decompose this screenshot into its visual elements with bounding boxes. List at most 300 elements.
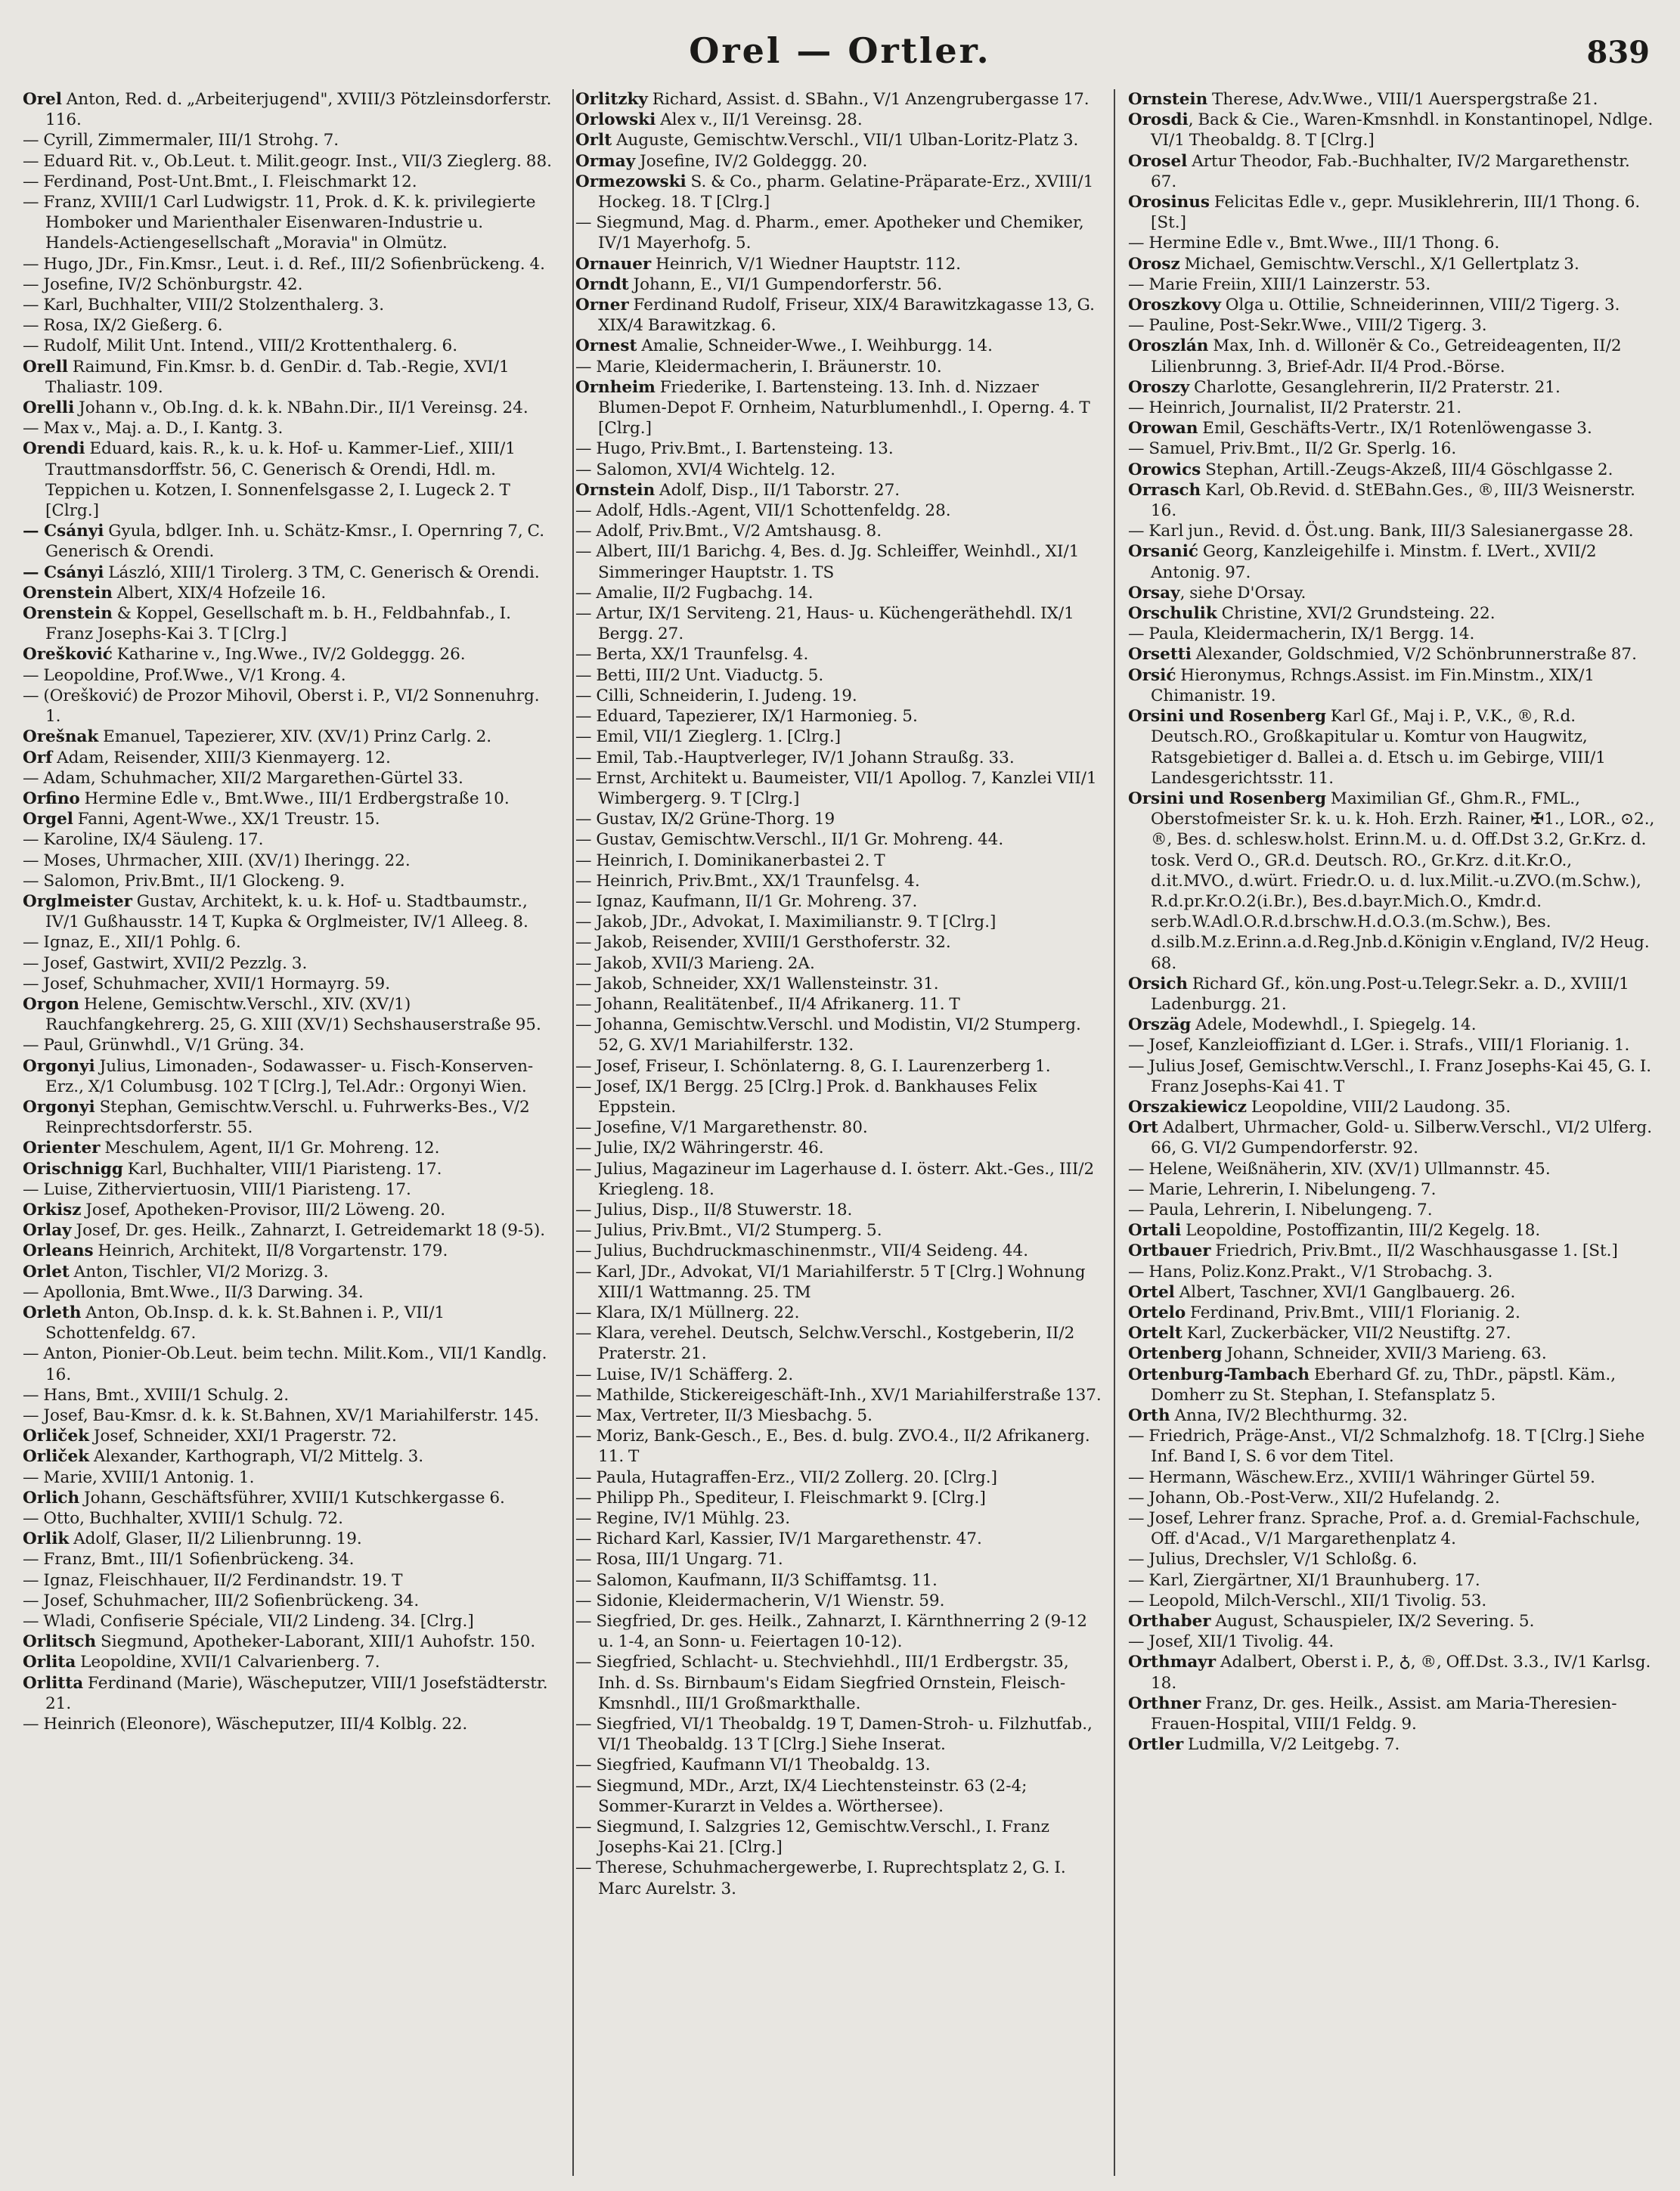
entry-surname: Orlay: [23, 1221, 72, 1241]
entry-surname: Orsini und Rosenberg: [1128, 789, 1327, 808]
entry-details: — Siegmund, MDr., Arzt, IX/4 Liechtensteinstr. 63 (2-4; Sommer-Kurarzt in Veldes a. Wörthersee).: [575, 1776, 1028, 1816]
entry-details: — Hugo, Priv.Bmt., I. Bartensteing. 13.: [575, 439, 894, 459]
entry-details: — Johann, Realitätenbef., II/4 Afrikanerg. 11. T: [575, 994, 960, 1014]
entry-details: — Salomon, Kaufmann, II/3 Schiffamtsg. 11.: [575, 1570, 938, 1590]
directory-entry: [575, 1755, 1105, 1775]
entry-details: — Hermine Edle v., Bmt.Wwe., III/1 Thong. 6.: [1128, 234, 1500, 253]
directory-entry: [1128, 1694, 1657, 1734]
entry-details: — Franz, XVIII/1 Carl Ludwigstr. 11, Prok. d. K. k. privilegierte Homboker und Marienthaler Eisenwaren-Industrie u. Handels-Actiengesellschaft „Moravia" in Olmütz.: [23, 193, 536, 253]
entry-details: Ferdinand Rudolf, Friseur, XIX/4 Barawitzkagasse 13, G. XIX/4 Barawitzkag. 6.: [598, 296, 1095, 336]
entry-surname: Ortelt: [1128, 1324, 1183, 1343]
directory-entry: [575, 1077, 1105, 1117]
directory-entry: [23, 727, 552, 747]
directory-entry: [575, 89, 1105, 110]
directory-entry: [575, 254, 1105, 274]
entry-details: Meschulem, Agent, II/1 Gr. Mohreng. 12.: [100, 1139, 440, 1158]
entry-details: Julius, Limonaden-, Sodawasser- u. Fisch-Konserven-Erz., X/1 Columbusg. 102 T [Clrg.], Tel.Adr.: Orgonyi Wien.: [45, 1056, 534, 1096]
directory-entry: [1128, 377, 1657, 398]
directory-entry: [575, 1570, 1105, 1591]
directory-entry: [575, 110, 1105, 130]
directory-entry: [1128, 974, 1657, 1015]
entry-surname: — Csányi: [23, 562, 104, 582]
entry-details: — Hans, Poliz.Konz.Prakt., V/1 Strobachg. 3.: [1128, 1262, 1493, 1281]
entry-details: — Josef, Kanzleioffiziant d. LGer. i. Strafs., VIII/1 Florianig. 1.: [1128, 1036, 1630, 1055]
directory-entry: [23, 130, 552, 150]
directory-entry: [23, 829, 552, 850]
directory-entry: [575, 274, 1105, 295]
entry-surname: Orsetti: [1128, 645, 1192, 665]
directory-entry: [23, 768, 552, 789]
entry-surname: Orowics: [1128, 460, 1201, 479]
directory-entry: [575, 1117, 1105, 1138]
entry-details: Eduard, kais. R., k. u. k. Hof- u. Kammer-Lief., XIII/1 Trauttmansdorffstr. 56, C. Generisch & Orendi, Hdl. m. Teppichen u. Kotzen, I. Sonnenfelsgasse 2, I. Lugeck 2. T [Clrg.]: [45, 439, 516, 521]
entry-surname: Orelli: [23, 398, 75, 418]
entry-details: — Karl, JDr., Advokat, VI/1 Mariahilferstr. 5 T [Clrg.] Wohnung XIII/1 Wattmanng. 25. TM: [575, 1262, 1086, 1302]
directory-entry: [23, 254, 552, 274]
directory-entry: [1128, 1611, 1657, 1632]
directory-entry: [23, 521, 552, 562]
directory-entry: [575, 1508, 1105, 1529]
directory-entry: [1128, 1117, 1657, 1158]
directory-entry: [1128, 541, 1657, 582]
entry-details: Karl, Buchhalter, VIII/1 Piaristeng. 17.: [122, 1159, 442, 1179]
directory-entry: [23, 1714, 552, 1734]
entry-surname: Ornest: [575, 336, 637, 356]
entry-surname: Orner: [575, 296, 629, 315]
entry-details: — Johanna, Gemischtw.Verschl. und Modistin, VI/2 Stumperg. 52, G. XV/1 Mariahilferstr. 132.: [575, 1015, 1081, 1055]
entry-surname: Orendi: [23, 439, 85, 459]
entry-details: — Siegfried, Dr. ges. Heilk., Zahnarzt, I. Kärnthnerring 2 (9-12 u. 1-4, an Sonn- u. Feiertagen 10-12).: [575, 1612, 1087, 1652]
entry-details: — Leopold, Milch-Verschl., XII/1 Tivolig. 53.: [1128, 1591, 1487, 1610]
entry-surname: Orsay: [1128, 583, 1180, 603]
directory-entry: [23, 1056, 552, 1097]
directory-entry: [23, 665, 552, 686]
directory-entry: [23, 953, 552, 974]
entry-details: — Josef, IX/1 Bergg. 25 [Clrg.] Prok. d. Bankhauses Felix Eppstein.: [575, 1077, 1037, 1117]
directory-entry: [1128, 706, 1657, 789]
entry-details: Johann, Geschäftsführer, XVIII/1 Kutschkergasse 6.: [79, 1488, 505, 1508]
directory-entry: [575, 172, 1105, 212]
entry-surname: Ornheim: [575, 377, 656, 397]
entry-details: S. & Co., pharm. Gelatine-Präparate-Erz., XVIII/1 Hockeg. 18. T [Clrg.]: [598, 172, 1094, 212]
entry-details: — Salomon, XVI/4 Wichtelg. 12.: [575, 460, 835, 479]
directory-entry: [575, 1262, 1105, 1303]
column-1: [23, 89, 552, 2176]
directory-entry: [575, 1323, 1105, 1364]
entry-surname: Orkisz: [23, 1200, 82, 1219]
directory-entry: [575, 1714, 1105, 1755]
directory-entry: [1128, 315, 1657, 336]
directory-entry: [23, 583, 552, 603]
entry-surname: Oroszlán: [1128, 336, 1209, 356]
directory-entry: [1128, 89, 1657, 110]
entry-surname: Orsini und Rosenberg: [1128, 707, 1327, 727]
directory-entry: [23, 1591, 552, 1611]
entry-surname: Orlich: [23, 1488, 80, 1508]
entry-surname: Orschulik: [1128, 604, 1217, 624]
directory-entry: [575, 357, 1105, 377]
directory-entry: [23, 851, 552, 871]
entry-details: — Therese, Schuhmachergewerbe, I. Ruprechtsplatz 2, G. I. Marc Aurelstr. 3.: [575, 1858, 1066, 1898]
directory-entry: [1128, 460, 1657, 480]
entry-surname: Oroszkovy: [1128, 296, 1221, 315]
directory-entry: [1128, 789, 1657, 974]
entry-details: — Philipp Ph., Spediteur, I. Fleischmarkt 9. [Clrg.]: [575, 1488, 986, 1508]
directory-entry: [1128, 233, 1657, 253]
directory-entry: [575, 994, 1105, 1015]
entry-details: — Eduard Rit. v., Ob.Leut. t. Milit.geogr. Inst., VII/3 Zieglerg. 88.: [23, 151, 552, 171]
entry-details: Emanuel, Tapezierer, XIV. (XV/1) Prinz Carlg. 2.: [98, 727, 492, 747]
entry-details: — Karl jun., Revid. d. Öst.ung. Bank, III/3 Salesianergasse 28.: [1128, 522, 1634, 541]
entry-details: — Ernst, Architekt u. Baumeister, VII/1 Apollog. 7, Kanzlei VII/1 Wimbergerg. 9. T [Clrg.]: [575, 768, 1097, 808]
entry-surname: Ortenberg: [1128, 1344, 1223, 1364]
directory-entry: [23, 871, 552, 891]
entry-details: — Julius, Drechsler, V/1 Schloßg. 6.: [1128, 1550, 1418, 1570]
directory-entry: [1128, 1262, 1657, 1282]
directory-entry: [23, 357, 552, 398]
entry-surname: Orgonyi: [23, 1056, 95, 1076]
entry-details: — Josef, Gastwirt, XVII/2 Pezzlg. 3.: [23, 953, 308, 973]
entry-details: Stephan, Gemischtw.Verschl. u. Fuhrwerks-Bes., V/2 Reinprechtsdorferstr. 55.: [45, 1097, 530, 1138]
directory-entry: [575, 336, 1105, 356]
directory-entry: [575, 1200, 1105, 1220]
directory-entry: [575, 1611, 1105, 1652]
entry-details: — Johann, Ob.-Post-Verw., XII/2 Hufelandg. 2.: [1128, 1488, 1500, 1508]
entry-details: — (Orešković) de Prozor Mihovil, Oberst i. P., VI/2 Sonnenuhrg. 1.: [23, 686, 540, 727]
directory-entry: [575, 1591, 1105, 1611]
directory-entry: [23, 1632, 552, 1652]
directory-columns: [23, 89, 1657, 2176]
directory-entry: [1128, 1405, 1657, 1426]
entry-details: Friederike, I. Bartensteing. 13. Inh. d. Nizzaer Blumen-Depot F. Ornheim, Naturblumenhdl., I. Operng. 4. T [Clrg.]: [598, 377, 1090, 439]
entry-details: Adam, Reisender, XIII/3 Kienmayerg. 12.: [52, 748, 391, 767]
directory-entry: [1128, 1200, 1657, 1220]
directory-entry: [1128, 1570, 1657, 1591]
entry-details: — Max v., Maj. a. D., I. Kantg. 3.: [23, 419, 284, 439]
entry-surname: Orliček: [23, 1447, 90, 1467]
directory-entry: [575, 665, 1105, 686]
entry-details: — Josef, Lehrer franz. Sprache, Prof. a. d. Gremial-Fachschule, Off. d'Acad., V/1 Margarethenplatz 4.: [1128, 1509, 1641, 1549]
directory-entry: [23, 89, 552, 130]
directory-entry: [575, 500, 1105, 521]
entry-details: — Adolf, Hdls.-Agent, VII/1 Schottenfeldg. 28.: [575, 501, 951, 521]
entry-details: Anton, Tischler, VI/2 Morizg. 3.: [69, 1262, 329, 1281]
directory-entry: [575, 686, 1105, 706]
entry-surname: Orlitzky: [575, 90, 648, 109]
directory-entry: [1128, 110, 1657, 150]
directory-entry: [23, 1488, 552, 1508]
entry-surname: Orenstein: [23, 583, 113, 603]
entry-details: — Marie, XVIII/1 Antonig. 1.: [23, 1467, 255, 1487]
directory-entry: [1128, 1220, 1657, 1241]
entry-details: Eberhard Gf. zu, ThDr., päpstl. Käm., Domherr zu St. Stephan, I. Stefansplatz 5.: [1151, 1365, 1616, 1405]
entry-details: Leopoldine, VIII/2 Laudong. 35.: [1247, 1097, 1511, 1117]
entry-details: — Artur, IX/1 Serviteng. 21, Haus- u. Küchengeräthehdl. IX/1 Bergg. 27.: [575, 604, 1074, 644]
entry-surname: Orešković: [23, 645, 113, 665]
entry-details: Christine, XVI/2 Grundsteing. 22.: [1217, 604, 1496, 624]
entry-surname: Orgonyi: [23, 1097, 95, 1117]
directory-entry: [575, 480, 1105, 500]
entry-details: Charlotte, Gesanglehrerin, II/2 Praterstr. 21.: [1189, 377, 1561, 397]
entry-surname: Orlita: [23, 1653, 76, 1672]
directory-entry: [23, 336, 552, 356]
entry-details: — Samuel, Priv.Bmt., II/2 Gr. Sperlg. 16.: [1128, 439, 1457, 459]
directory-entry: [1128, 1323, 1657, 1343]
entry-surname: Orthner: [1128, 1694, 1201, 1713]
entry-details: — Pauline, Post-Sekr.Wwe., VIII/2 Tigerg. 3.: [1128, 316, 1487, 336]
directory-entry: [1128, 583, 1657, 603]
directory-entry: [23, 172, 552, 192]
directory-entry: [23, 295, 552, 315]
directory-entry: [23, 1138, 552, 1158]
entry-details: Adalbert, Uhrmacher, Gold- u. Silberw.Verschl., VI/2 Ulferg. 66, G. VI/2 Gumpendorferstr. 92.: [1151, 1118, 1653, 1158]
page-header: [0, 30, 1680, 83]
directory-entry: [23, 1241, 552, 1261]
directory-entry: [575, 1241, 1105, 1261]
entry-details: Richard Gf., kön.ung.Post-u.Telegr.Sekr. a. D., XVIII/1 Ladenburgg. 21.: [1151, 974, 1629, 1014]
entry-surname: Orischnigg: [23, 1159, 123, 1179]
entry-details: Alexander, Goldschmied, V/2 Schönbrunnerstraße 87.: [1191, 645, 1637, 665]
entry-details: — Max, Vertreter, II/3 Miesbachg. 5.: [575, 1406, 873, 1425]
entry-details: — Josefine, IV/2 Schönburgstr. 42.: [23, 274, 303, 294]
directory-entry: [575, 130, 1105, 150]
directory-entry: [575, 377, 1105, 439]
entry-details: Anton, Red. d. „Arbeiterjugend", XVIII/3 Pötzleinsdorferstr. 116.: [45, 90, 552, 130]
entry-details: — Julius, Disp., II/8 Stuwerstr. 18.: [575, 1200, 853, 1219]
entry-details: Adolf, Disp., II/1 Taborstr. 27.: [655, 480, 900, 500]
directory-entry: [575, 644, 1105, 665]
directory-entry: [1128, 1097, 1657, 1117]
directory-entry: [1128, 398, 1657, 418]
entry-surname: Orlik: [23, 1529, 70, 1549]
directory-entry: [1128, 1365, 1657, 1405]
entry-surname: Orth: [1128, 1406, 1170, 1425]
directory-entry: [1128, 1591, 1657, 1611]
directory-entry: [23, 644, 552, 665]
entry-details: — Sidonie, Kleidermacherin, V/1 Wienstr. 59.: [575, 1591, 945, 1610]
entry-details: Leopoldine, XVII/1 Calvarienberg. 7.: [76, 1653, 380, 1672]
entry-details: Ludmilla, V/2 Leitgebg. 7.: [1183, 1735, 1400, 1755]
entry-surname: Orowan: [1128, 419, 1198, 439]
directory-entry: [1128, 1343, 1657, 1364]
entry-details: — Richard Karl, Kassier, IV/1 Margarethenstr. 47.: [575, 1529, 982, 1549]
entry-details: Helene, Gemischtw.Verschl., XIV. (XV/1) Rauchfangkehrerg. 25, G. XIII (XV/1) Sechshauserstraße 95.: [45, 994, 541, 1035]
entry-details: — Siegmund, Mag. d. Pharm., emer. Apotheker und Chemiker, IV/1 Mayerhofg. 5.: [575, 213, 1084, 253]
entry-surname: Ortel: [1128, 1282, 1175, 1302]
directory-entry: [575, 953, 1105, 974]
directory-entry: [1128, 1734, 1657, 1755]
directory-entry: [575, 541, 1105, 582]
entry-details: Heinrich, V/1 Wiedner Hauptstr. 112.: [651, 254, 962, 274]
entry-surname: — Csányi: [23, 522, 104, 541]
directory-entry: [575, 1529, 1105, 1549]
entry-details: — Rosa, IX/2 Gießerg. 6.: [23, 316, 223, 336]
entry-details: Georg, Kanzleigehilfe i. Minstm. f. LVert., XVII/2 Antonig. 97.: [1151, 542, 1597, 582]
entry-details: — Julius, Buchdruckmaschinenmstr., VII/4 Seideng. 44.: [575, 1241, 1029, 1261]
directory-entry: [575, 1365, 1105, 1385]
directory-entry: [23, 1446, 552, 1467]
directory-entry: [1128, 1488, 1657, 1508]
directory-entry: [1128, 274, 1657, 295]
entry-details: Johann, Schneider, XVII/3 Marieng. 63.: [1222, 1344, 1547, 1364]
entry-surname: Orenstein: [23, 604, 113, 624]
entry-details: — Leopoldine, Prof.Wwe., V/1 Krong. 4.: [23, 665, 346, 685]
entry-surname: Orosinus: [1128, 193, 1210, 212]
entry-details: — Hugo, JDr., Fin.Kmsr., Leut. i. d. Ref., III/2 Sofienbrückeng. 4.: [23, 254, 545, 274]
directory-entry: [575, 583, 1105, 603]
entry-details: Josef, Dr. ges. Heilk., Zahnarzt, I. Getreidemarkt 18 (9-5).: [71, 1221, 546, 1241]
entry-details: — Siegfried, Kaufmann VI/1 Theobaldg. 13.: [575, 1756, 931, 1775]
entry-surname: Ortelo: [1128, 1303, 1186, 1322]
directory-entry: [23, 398, 552, 418]
entry-details: — Adolf, Priv.Bmt., V/2 Amtshausg. 8.: [575, 522, 882, 541]
entry-details: — Heinrich (Eleonore), Wäscheputzer, III/4 Kolblg. 22.: [23, 1715, 468, 1734]
entry-details: — Marie Freiin, XIII/1 Lainzerstr. 53.: [1128, 274, 1431, 294]
entry-details: — Regine, IV/1 Mühlg. 23.: [575, 1509, 791, 1529]
directory-entry: [23, 274, 552, 295]
directory-entry: [1128, 1652, 1657, 1693]
directory-entry: [23, 1426, 552, 1446]
entry-surname: Orlitta: [23, 1673, 84, 1693]
entry-surname: Ormezowski: [575, 172, 687, 191]
entry-details: László, XIII/1 Tirolerg. 3 TM, C. Generisch & Orendi.: [104, 562, 540, 582]
directory-entry: [23, 1303, 552, 1343]
entry-details: Felicitas Edle v., gepr. Musiklehrerin, III/1 Thong. 6. [St.]: [1151, 193, 1641, 233]
entry-details: — Josef, Schuhmacher, III/2 Sofienbrückeng. 34.: [23, 1591, 420, 1610]
entry-details: , Back & Cie., Waren-Kmsnhdl. in Konstantinopel, Ndlge. VI/1 Theobaldg. 8. T [Clrg.]: [1151, 110, 1654, 150]
entry-details: Karl, Zuckerbäcker, VII/2 Neustiftg. 27.: [1182, 1324, 1511, 1343]
entry-details: Raimund, Fin.Kmsr. b. d. GenDir. d. Tab.-Regie, XVI/1 Thaliastr. 109.: [45, 357, 510, 397]
entry-details: Gyula, bdlger. Inh. u. Schätz-Kmsr., I. Opernring 7, C. Generisch & Orendi.: [45, 522, 545, 562]
entry-surname: Ortali: [1128, 1221, 1182, 1241]
directory-entry: [23, 1673, 552, 1714]
entry-details: — Albert, III/1 Barichg. 4, Bes. d. Jg. Schleiffer, Weinhdl., XI/1 Simmeringer Hauptstr. 1. TS: [575, 542, 1080, 582]
entry-details: Johann v., Ob.Ing. d. k. k. NBahn.Dir., II/1 Vereinsg. 24.: [74, 398, 528, 418]
directory-entry: [23, 192, 552, 254]
entry-surname: Orgon: [23, 994, 80, 1014]
entry-surname: Orglmeister: [23, 891, 132, 911]
entry-surname: Orszakiewicz: [1128, 1097, 1248, 1117]
directory-entry: [1128, 1179, 1657, 1200]
entry-details: — Hans, Bmt., XVIII/1 Schulg. 2.: [23, 1385, 290, 1405]
entry-details: Albert, Taschner, XVI/1 Ganglbauerg. 26.: [1174, 1282, 1516, 1302]
entry-details: — Betti, III/2 Unt. Viaductg. 5.: [575, 665, 824, 685]
directory-entry: [575, 1015, 1105, 1055]
entry-details: — Mathilde, Stickereigeschäft-Inh., XV/1 Mariahilferstraße 137.: [575, 1385, 1102, 1405]
entry-details: — Emil, Tab.-Hauptverleger, IV/1 Johann Straußg. 33.: [575, 748, 1015, 767]
directory-entry: [575, 829, 1105, 850]
entry-details: — Josef, Bau-Kmsr. d. k. k. St.Bahnen, XV/1 Mariahilferstr. 145.: [23, 1406, 539, 1425]
directory-entry: [23, 1549, 552, 1570]
directory-entry: [23, 1343, 552, 1384]
directory-entry: [23, 1570, 552, 1591]
entry-details: Michael, Gemischtw.Verschl., X/1 Gellertplatz 3.: [1179, 254, 1579, 274]
directory-entry: [1128, 624, 1657, 644]
entry-surname: Orosz: [1128, 254, 1180, 274]
directory-entry: [1128, 336, 1657, 377]
entry-details: — Paul, Grünwhdl., V/1 Grüng. 34.: [23, 1036, 305, 1055]
entry-surname: Ortbauer: [1128, 1241, 1211, 1261]
entry-surname: Orlt: [575, 131, 612, 150]
entry-details: — Anton, Pionier-Ob.Leut. beim techn. Milit.Kom., VII/1 Kandlg. 16.: [23, 1344, 547, 1384]
entry-details: Artur Theodor, Fab.-Buchhalter, IV/2 Margarethenstr. 67.: [1151, 151, 1630, 191]
entry-surname: Orszäg: [1128, 1015, 1192, 1035]
directory-entry: [23, 994, 552, 1035]
entry-surname: Orthaber: [1128, 1612, 1211, 1632]
entry-details: — Moriz, Bank-Gesch., E., Bes. d. bulg. ZVO.4., II/2 Afrikanerg. 11. T: [575, 1427, 1090, 1467]
directory-entry: [575, 1303, 1105, 1323]
entry-details: — Heinrich, Journalist, II/2 Praterstr. 21.: [1128, 398, 1462, 418]
entry-surname: Orel: [23, 90, 62, 109]
directory-entry: [23, 748, 552, 768]
directory-entry: [23, 789, 552, 809]
entry-details: — Amalie, II/2 Fugbachg. 14.: [575, 583, 814, 603]
entry-details: Friedrich, Priv.Bmt., II/2 Waschhausgasse 1. [St.]: [1210, 1241, 1618, 1261]
entry-details: — Salomon, Priv.Bmt., II/1 Glockeng. 9.: [23, 871, 346, 891]
entry-details: — Ignaz, Fleischhauer, II/2 Ferdinandstr. 19. T: [23, 1570, 403, 1590]
directory-entry: [575, 768, 1105, 809]
directory-entry: [23, 891, 552, 932]
entry-details: — Jakob, XVII/3 Marieng. 2A.: [575, 953, 815, 973]
directory-entry: [1128, 418, 1657, 439]
entry-details: Auguste, Gemischtw.Verschl., VII/1 Ulban-Loritz-Platz 3.: [612, 131, 1079, 150]
entry-details: Adele, Modewhdl., I. Spiegelg. 14.: [1191, 1015, 1477, 1035]
directory-entry: [575, 809, 1105, 829]
entry-details: Adolf, Glaser, II/2 Lilienbrunng. 19.: [69, 1529, 362, 1549]
directory-entry: [575, 1385, 1105, 1405]
entry-details: — Siegfried, VI/1 Theobaldg. 19 T, Damen-Stroh- u. Filzhutfab., VI/1 Theobaldg. 13 T [Clrg.] Siehe Inserat.: [575, 1715, 1093, 1755]
entry-details: — Karl, Ziergärtner, XI/1 Braunhuberg. 17.: [1128, 1570, 1480, 1590]
directory-entry: [1128, 1508, 1657, 1549]
directory-entry: [575, 748, 1105, 768]
directory-entry: [23, 809, 552, 829]
entry-surname: Ort: [1128, 1118, 1158, 1138]
entry-details: Josef, Apotheken-Provisor, III/2 Löweng. 20.: [81, 1200, 446, 1219]
entry-details: Ferdinand, Priv.Bmt., VIII/1 Florianig. 2.: [1186, 1303, 1520, 1322]
directory-entry: [23, 439, 552, 521]
directory-entry: [23, 686, 552, 727]
directory-entry: [23, 1262, 552, 1282]
directory-entry: [1128, 1426, 1657, 1467]
entry-details: — Berta, XX/1 Traunfelsg. 4.: [575, 645, 809, 665]
directory-entry: [1128, 1015, 1657, 1035]
entry-surname: Orsić: [1128, 665, 1176, 685]
directory-entry: [23, 1611, 552, 1632]
running-title: Orel — Ortler.: [689, 30, 991, 71]
entry-details: — Otto, Buchhalter, XVIII/1 Schulg. 72.: [23, 1509, 343, 1529]
entry-surname: Orliček: [23, 1427, 90, 1446]
entry-surname: Orosdi: [1128, 110, 1189, 130]
entry-surname: Orienter: [23, 1139, 101, 1158]
directory-entry: [575, 1056, 1105, 1077]
entry-surname: Ortenburg-Tambach: [1128, 1365, 1310, 1384]
entry-details: — Heinrich, I. Dominikanerbastei 2. T: [575, 851, 885, 870]
directory-entry: [1128, 1632, 1657, 1652]
entry-details: — Siegmund, I. Salzgries 12, Gemischtw.Verschl., I. Franz Josephs-Kai 21. [Clrg.]: [575, 1818, 1049, 1858]
entry-details: — Hermann, Wäschew.Erz., XVIII/1 Währinger Gürtel 59.: [1128, 1467, 1595, 1487]
directory-entry: [1128, 1241, 1657, 1261]
entry-details: Adalbert, Oberst i. P., ♁, ®, Off.Dst. 3.3., IV/1 Karlsg. 18.: [1151, 1653, 1651, 1693]
entry-details: — Julius, Magazineur im Lagerhause d. I. österr. Akt.-Ges., III/2 Kriegleng. 18.: [575, 1159, 1095, 1199]
entry-details: — Julie, IX/2 Währingerstr. 46.: [575, 1139, 824, 1158]
directory-entry: [575, 1776, 1105, 1817]
entry-surname: Orfino: [23, 789, 80, 808]
directory-entry: [575, 1817, 1105, 1858]
entry-details: — Jakob, Schneider, XX/1 Wallensteinstr. 31.: [575, 974, 939, 993]
entry-details: Karl Gf., Maj i. P., V.K., ®, R.d. Deutsch.RO., Großkapitular u. Komtur von Haugwitz, Ratsgebietiger d. Ballei a. d. Etsch u. im Gebirge, VIII/1 Landesgerichtsstr. 11.: [1151, 707, 1606, 788]
entry-details: — Klara, verehel. Deutsch, Selchw.Verschl., Kostgeberin, II/2 Praterstr. 21.: [575, 1324, 1075, 1364]
entry-details: — Paula, Kleidermacherin, IX/1 Bergg. 14.: [1128, 624, 1475, 644]
